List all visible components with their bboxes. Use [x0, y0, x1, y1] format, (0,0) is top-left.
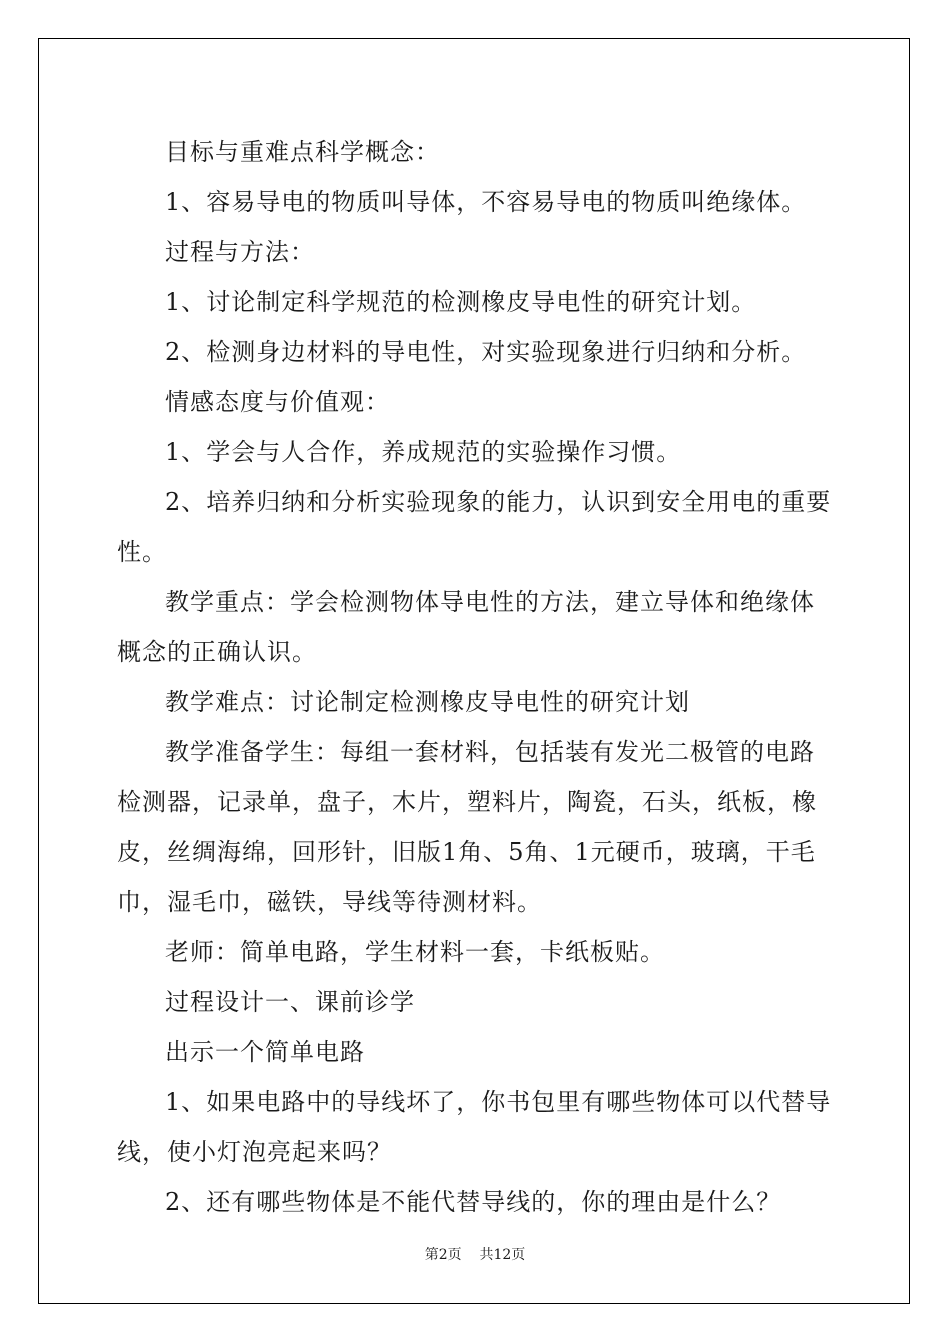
- paragraph-2: 1、容易导电的物质叫导体，不容易导电的物质叫绝缘体。: [165, 188, 807, 216]
- paragraph-3: 过程与方法：: [165, 238, 315, 266]
- paragraph-16: 2、还有哪些物体是不能代替导线的，你的理由是什么？: [165, 1188, 782, 1216]
- page-footer: [0, 1244, 950, 1264]
- page-number: 第2页: [424, 1247, 462, 1263]
- paragraph-13: 过程设计一、课前诊学: [165, 988, 415, 1016]
- paragraph-4: 1、讨论制定科学规范的检测橡皮导电性的研究计划。: [165, 288, 757, 316]
- document-body: [117, 127, 837, 1227]
- paragraph-8: 2、培养归纳和分析实验现象的能力，认识到安全用电的重要性。: [117, 488, 832, 566]
- paragraph-7: 1、学会与人合作，养成规范的实验操作习惯。: [165, 438, 682, 466]
- paragraph-11: 教学准备学生：每组一套材料，包括装有发光二极管的电路检测器，记录单，盘子，木片，塑料片，陶瓷，石头，纸板，橡皮，丝绸海绵，回形针，旧版1角、5角、1元硬币，玻璃，干毛巾，湿毛巾，磁铁，导线等待测材料。: [117, 738, 817, 916]
- paragraph-12: 老师：简单电路，学生材料一套，卡纸板贴。: [165, 938, 665, 966]
- page-total: 共12页: [479, 1247, 526, 1263]
- paragraph-9: 教学重点：学会检测物体导电性的方法，建立导体和绝缘体概念的正确认识。: [117, 588, 815, 666]
- paragraph-15: 1、如果电路中的导线坏了，你书包里有哪些物体可以代替导线，使小灯泡亮起来吗？: [117, 1088, 832, 1166]
- paragraph-6: 情感态度与价值观：: [165, 388, 390, 416]
- paragraph-14: 出示一个简单电路: [165, 1038, 365, 1066]
- paragraph-1: 目标与重难点科学概念：: [165, 138, 440, 166]
- paragraph-10: 教学难点：讨论制定检测橡皮导电性的研究计划: [165, 688, 690, 716]
- paragraph-5: 2、检测身边材料的导电性，对实验现象进行归纳和分析。: [165, 338, 807, 366]
